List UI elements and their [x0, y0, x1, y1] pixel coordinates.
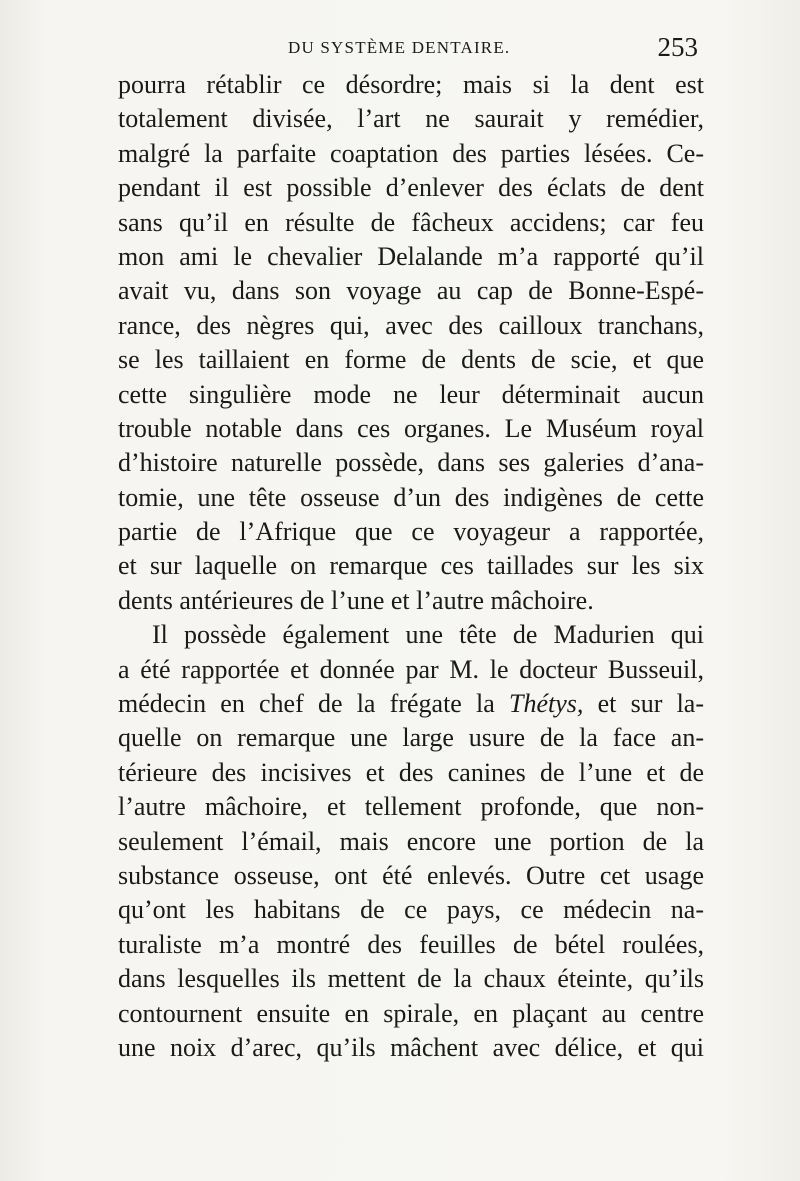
text-line: turaliste m’a montré des feuilles de bétel roulées, [118, 929, 704, 959]
text-line: quelle on remarque une large usure de la face an- [118, 723, 704, 753]
text-line: cette singulière mode ne leur déterminait aucun [118, 379, 704, 409]
text-line: qu’ont les habitans de ce pays, ce médecin na- [118, 895, 704, 925]
text-line: pourra rétablir ce désordre; mais si la dent est [118, 70, 704, 99]
text-line: contournent ensuite en spirale, en plaçant au centre [118, 998, 704, 1028]
text-line: malgré la parfaite coaptation des parties lésées. Ce- [118, 138, 704, 168]
text-line: totalement divisée, l’art ne saurait y remédier, [118, 104, 704, 134]
text-line: dents antérieures de l’une et l’autre mâchoire. [118, 585, 594, 615]
text-line: l’autre mâchoire, et tellement profonde, que non- [118, 792, 704, 822]
text-line: sans qu’il en résulte de fâcheux accidens; car feu [118, 207, 704, 237]
text-line [118, 687, 704, 721]
text-line: trouble notable dans ces organes. Le Muséum royal [118, 413, 704, 443]
text-line: dans lesquelles ils mettent de la chaux éteinte, qu’ils [118, 964, 704, 994]
text-line: rance, des nègres qui, avec des cailloux tranchans, [118, 310, 704, 340]
running-head [120, 32, 700, 62]
ship-name: Thétys, [509, 689, 584, 719]
page-number: 253 [657, 32, 698, 62]
text-line: d’histoire naturelle possède, dans ses galeries d’ana- [118, 448, 704, 478]
text-run: médecin en chef de la frégate la [118, 689, 510, 719]
text-line: substance osseuse, ont été enlevés. Outre cet usage [118, 860, 704, 890]
text-line: partie de l’Afrique que ce voyageur a rapportée, [118, 517, 704, 547]
running-title: DU SYSTÈME DENTAIRE. [288, 38, 511, 57]
text-line: seulement l’émail, mais encore une portion de la [118, 826, 704, 856]
text-run: et sur la- [583, 689, 705, 719]
text-line: et sur laquelle on remarque ces taillades sur les six [118, 551, 704, 581]
text-line: térieure des incisives et des canines de l’une et de [118, 757, 704, 787]
body-text [118, 68, 704, 1065]
text-line: avait vu, dans son voyage au cap de Bonne-Espé- [118, 276, 704, 306]
text-line: mon ami le chevalier Delalande m’a rapporté qu’il [118, 241, 704, 271]
text-line: tomie, une tête osseuse d’un des indigènes de cette [118, 482, 704, 512]
text-line: se les taillaient en forme de dents de scie, et que [118, 345, 704, 375]
text-line: a été rapportée et donnée par M. le docteur Busseuil, [118, 654, 704, 684]
text-line: une noix d’arec, qu’ils mâchent avec délice, et qui [118, 1032, 704, 1062]
text-line: Il possède également une tête de Madurien qui [152, 620, 704, 650]
text-line: pendant il est possible d’enlever des éclats de dent [118, 173, 704, 203]
